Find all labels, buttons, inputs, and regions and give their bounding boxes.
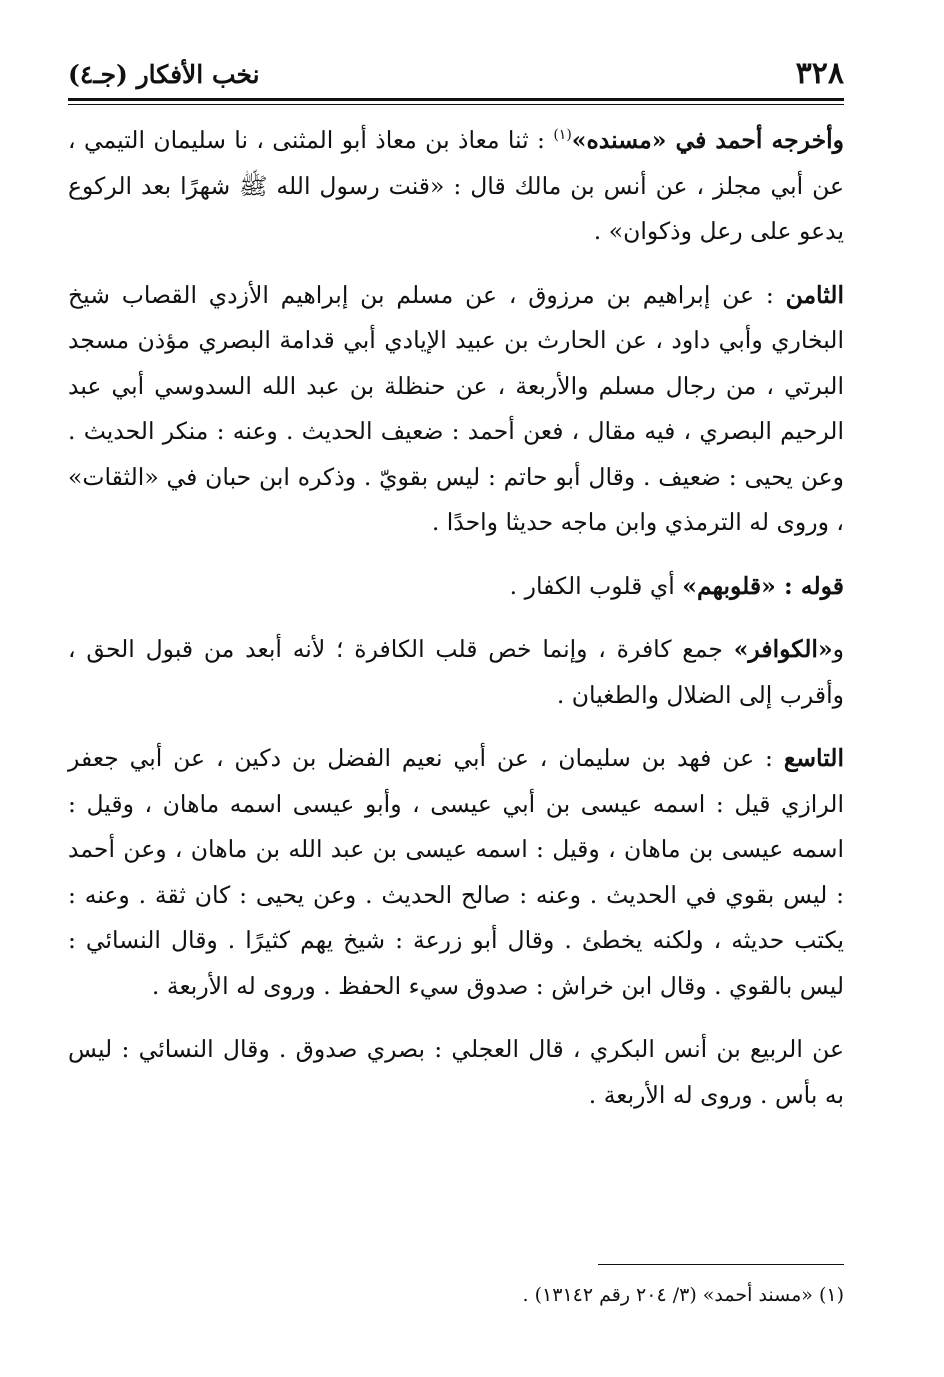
paragraph-4-lead: «الكوافر» [733, 635, 833, 663]
footnote-marker: (١) [553, 127, 572, 144]
header-rule [68, 98, 844, 101]
paragraph-2-text: : عن إبراهيم بن مرزوق ، عن مسلم بن إبراهيم الأزدي القصاب شيخ البخاري وأبي داود ، عن الحارث بن عبيد الإيادي أبي قدامة البصري مؤذن مسجد البرتي ، من رجال مسلم والأربعة ، عن حنظلة بن عبد الله السدوسي أبي عبد الرحيم البصري ، فيه مقال ، فعن أحمد : ضعيف الحديث . وعنه : منكر الحديث . وعن يحيى : ضعيف . وقال أبو حاتم : ليس بقويّ . وذكره ابن حبان في «الثقات» ، وروى له الترمذي وابن ماجه حديثا واحدًا . [68, 280, 844, 536]
paragraph-4-prefix: و [832, 635, 844, 663]
paragraph-4-text: جمع كافرة ، وإنما خص قلب الكافرة ؛ لأنه أبعد من قبول الحق ، وأقرب إلى الضلال والطغيان . [68, 635, 844, 709]
paragraph-5-text: : عن فهد بن سليمان ، عن أبي نعيم الفضل بن دكين ، عن أبي جعفر الرازي قيل : اسمه عيسى بن أبي عيسى ، وأبو عيسى اسمه ماهان ، وقيل : اسمه عيسى بن ماهان ، وقيل : اسمه عيسى بن عبد الله بن ماهان ، وعن أحمد : ليس بقوي في الحديث . وعنه : صالح الحديث . وعن يحيى : كان ثقة . وعنه : يكتب حديثه ، ولكنه يخطئ . وقال أبو زرعة : شيخ يهم كثيرًا . وقال النسائي : ليس بالقوي . وقال ابن خراش : صدوق سيء الحفظ . وروى له الأربعة . [68, 744, 844, 1000]
paragraph-1-lead: وأخرجه أحمد في «مسنده» [571, 126, 844, 154]
paragraph-2-lead: الثامن [785, 280, 844, 309]
header-rule-thin [68, 104, 844, 105]
paragraph-3-text: أي قلوب الكفار . [509, 571, 683, 600]
paragraph-4 [68, 627, 844, 718]
paragraph-1-text: : ثنا معاذ بن معاذ أبو المثنى ، نا سليمان التيمي ، عن أبي مجلز ، عن أنس بن مالك قال : «قنت رسول الله ﷺ شهرًا بعد الركوع يدعو على رعل وذكوان» . [68, 126, 844, 245]
paragraph-1 [68, 118, 844, 255]
paragraph-5-lead: التاسع [783, 744, 844, 772]
footnote: (١) «مسند أحمد» (٣/ ٢٠٤ رقم ١٣١٤٢) . [522, 1284, 844, 1306]
paragraph-6 [68, 1027, 844, 1118]
footnote-rule [598, 1264, 844, 1265]
page-number: ٣٢٨ [795, 56, 844, 91]
paragraph-5 [68, 736, 844, 1009]
paragraph-3-lead: قوله : «قلوبهم» [682, 571, 844, 600]
paragraph-3 [68, 564, 844, 610]
page-body [68, 118, 844, 1136]
page-header [68, 50, 844, 96]
running-title: نخب الأفكار (جـ٤) [68, 60, 260, 89]
paragraph-2 [68, 273, 844, 546]
paragraph-6-text: عن الربيع بن أنس البكري ، قال العجلي : بصري صدوق . وقال النسائي : ليس به بأس . وروى له الأربعة . [68, 1035, 844, 1109]
